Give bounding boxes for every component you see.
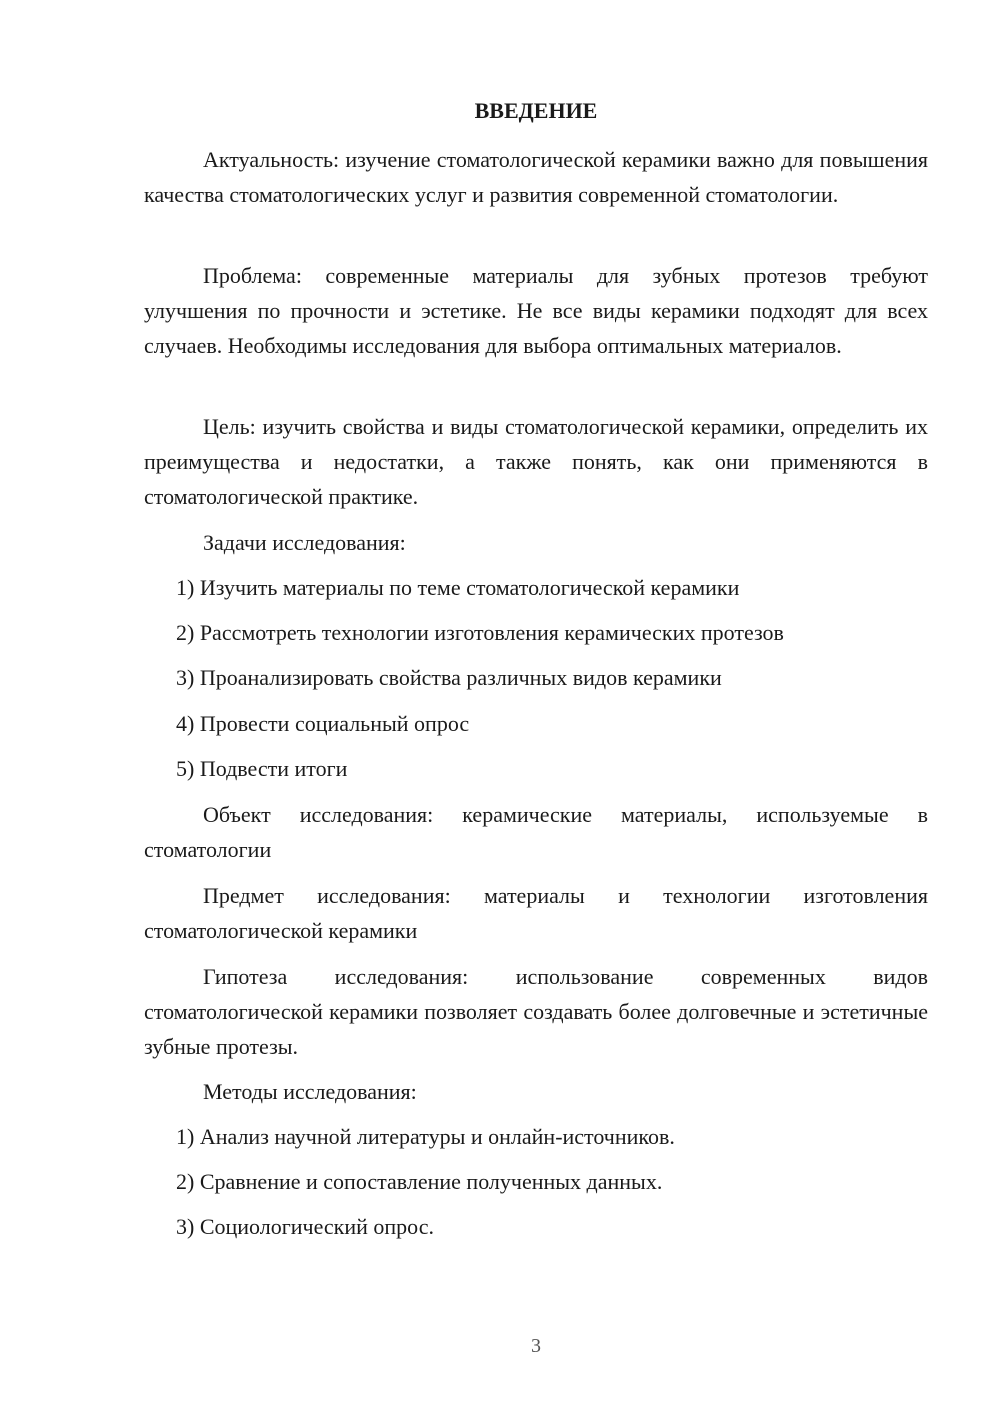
methods-heading: Методы исследования: [203, 1079, 417, 1104]
goal-paragraph: Цель: изучить свойства и виды стоматологической керамики, определить их преимущества и недостатки, а также понять, как они применяются в стоматологической практике. [144, 414, 928, 509]
relevance-paragraph: Актуальность: изучение стоматологической керамики важно для повышения качества стоматологических услуг и развития современной стоматологии. [144, 147, 928, 207]
task-item: 1) Изучить материалы по теме стоматологической керамики [176, 575, 740, 600]
method-item: 2) Сравнение и сопоставление полученных данных. [176, 1169, 663, 1194]
problem-paragraph: Проблема: современные материалы для зубных протезов требуют улучшения по прочности и эстетике. Не все виды керамики подходят для всех случаев. Необходимы исследования для выбора оптимальных материалов. [144, 263, 928, 358]
method-item: 3) Социологический опрос. [176, 1214, 434, 1239]
page-title: ВВЕДЕНИЕ [474, 98, 598, 123]
task-item: 2) Рассмотреть технологии изготовления керамических протезов [176, 620, 784, 645]
page-number: 3 [531, 1335, 541, 1357]
task-item: 3) Проанализировать свойства различных видов керамики [176, 665, 722, 690]
object-paragraph: Объект исследования: керамические материалы, используемые в стоматологии [144, 802, 928, 862]
task-item: 5) Подвести итоги [176, 756, 348, 781]
tasks-heading: Задачи исследования: [203, 530, 406, 555]
task-item: 4) Провести социальный опрос [176, 711, 470, 736]
hypothesis-paragraph: Гипотеза исследования: использование современных видов стоматологической керамики позволяет создавать более долговечные и эстетичные зубные протезы. [144, 964, 928, 1059]
method-item: 1) Анализ научной литературы и онлайн-источников. [176, 1124, 675, 1149]
subject-paragraph: Предмет исследования: материалы и технологии изготовления стоматологической керамики [144, 883, 928, 943]
